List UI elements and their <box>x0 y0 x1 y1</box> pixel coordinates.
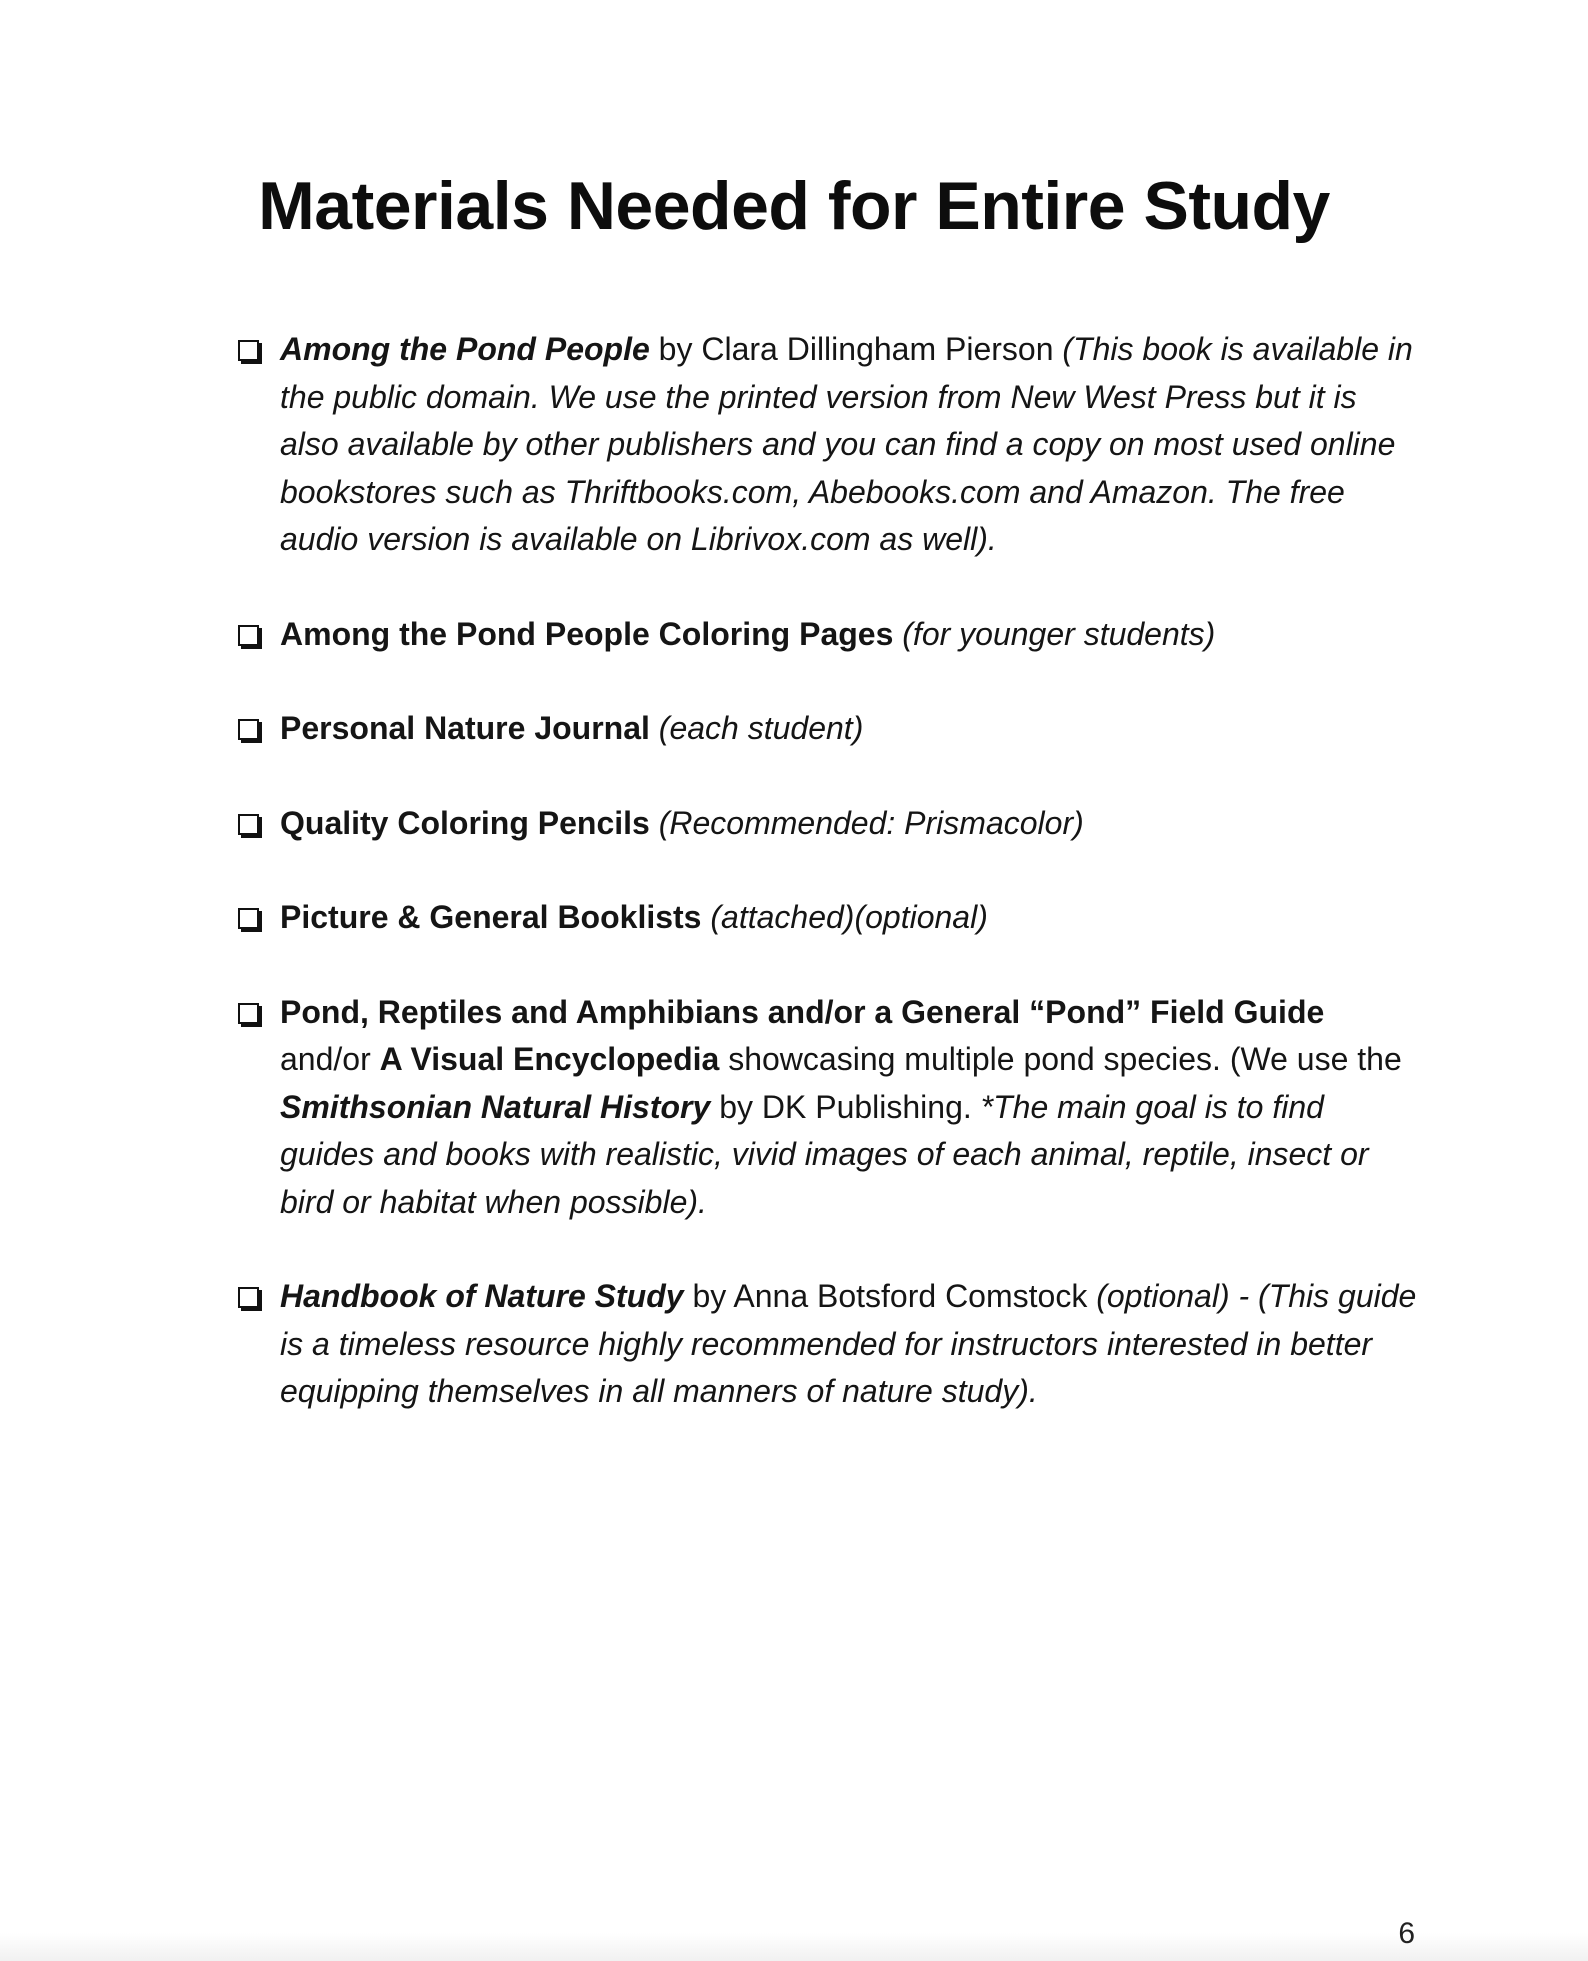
item-note: (for younger students) <box>893 615 1216 652</box>
book-title: Among the Pond People <box>280 331 650 367</box>
item-note: (each student) <box>649 710 864 746</box>
checkbox-icon <box>238 719 259 740</box>
book-title: Handbook of Nature Study <box>280 1278 684 1314</box>
author-text: by Clara Dillingham Pierson <box>649 331 1063 367</box>
item-title: Pond, Reptiles and Amphibians and/or a General “Pond” Field Guide <box>280 993 1325 1030</box>
item-text: and/or <box>280 1041 380 1077</box>
item-title: Personal Nature Journal <box>280 710 650 746</box>
page-number: 6 <box>1398 1917 1415 1950</box>
item-note: (This book is available in the public domain. We use the printed version from New West Press but it is also available by other publishers and you can find a copy on most used online bookstores such as Thriftbooks.com, Abebooks.com and Amazon. The free audio version is available on Librivox.com as well). <box>280 331 1413 557</box>
list-item <box>232 1273 1422 1416</box>
checkbox-icon <box>238 1287 259 1308</box>
checkbox-icon <box>238 340 259 361</box>
item-text: showcasing multiple pond species. (We use the <box>719 1041 1402 1077</box>
materials-checklist <box>232 326 1422 1463</box>
list-item <box>232 800 1422 848</box>
list-item <box>232 894 1422 942</box>
book-title: Smithsonian Natural History <box>280 1088 711 1125</box>
page-title: Materials Needed for Entire Study <box>258 168 1330 244</box>
page-bottom-shade <box>0 1933 1588 1961</box>
item-title-secondary: A Visual Encyclopedia <box>379 1041 720 1077</box>
checkbox-icon <box>238 1003 259 1024</box>
item-text: by DK Publishing. <box>710 1088 981 1125</box>
list-item <box>232 326 1422 564</box>
list-item <box>232 989 1422 1227</box>
item-title: Quality Coloring Pencils <box>280 804 650 841</box>
item-note: (Recommended: Prismacolor) <box>649 804 1084 841</box>
list-item <box>232 705 1422 753</box>
item-note: (optional) - (This guide is a timeless resource highly recommended for instructors interested in better equipping themselves in all manners of nature study). <box>280 1278 1417 1409</box>
item-title: Picture & General Booklists <box>280 899 702 935</box>
item-note: *The main goal is to find guides and books with realistic, vivid images of each animal, reptile, insect or bird or habitat when possible). <box>280 1088 1369 1220</box>
checkbox-icon <box>238 625 259 646</box>
item-note: (attached)(optional) <box>701 899 988 935</box>
author-text: by Anna Botsford Comstock <box>683 1278 1097 1314</box>
checkbox-icon <box>238 814 259 835</box>
list-item <box>232 611 1422 659</box>
item-title: Among the Pond People Coloring Pages <box>280 615 894 652</box>
checkbox-icon <box>238 908 259 929</box>
